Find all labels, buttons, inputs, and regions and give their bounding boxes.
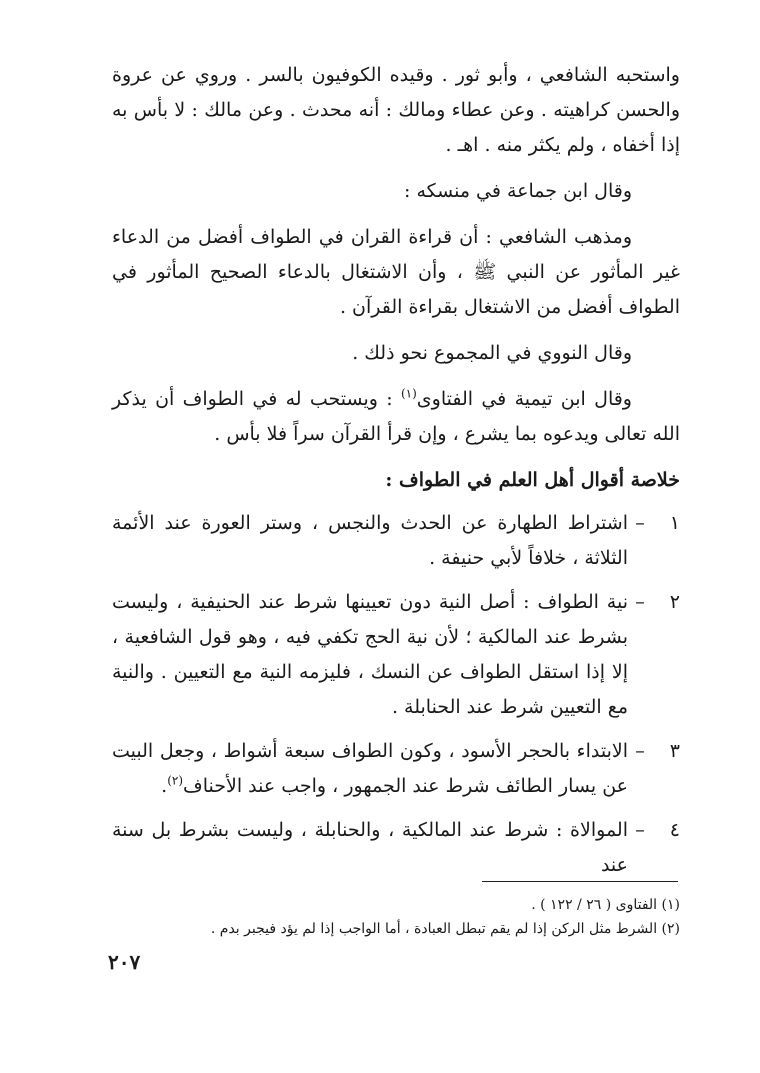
- item-dash: –: [635, 512, 645, 534]
- paragraph-5-start: وقال ابن تيمية في الفتاوى: [416, 388, 632, 410]
- list-item: [112, 585, 680, 725]
- item-number: ٢: [669, 591, 680, 613]
- item-dash: –: [635, 591, 645, 613]
- item-text: نية الطواف : أصل النية دون تعيينها شرط عند الحنيفية ، وليست بشرط عند المالكية ؛ لأن نية الحج تكفي فيه ، وهو قول الشافعية ، إلا إذا استقل الطواف عن النسك ، فليزمه النية مع التعيين . والنية مع التعيين شرط عند الحنابلة .: [112, 591, 628, 718]
- paragraph-5: [112, 382, 680, 452]
- item-text-tail: .: [161, 775, 168, 797]
- item-number: ٤: [669, 819, 680, 841]
- item-number: ٣: [669, 740, 680, 762]
- list-item: [112, 506, 680, 576]
- footnote-1: (١) الفتاوى ( ٢٦ / ١٢٢ ) .: [531, 897, 680, 913]
- footnote-mark-2: (٢): [167, 773, 184, 788]
- list-item: [112, 813, 680, 883]
- paragraph-1: واستحبه الشافعي ، وأبو ثور . وقيده الكوفيون بالسر . وروي عن عروة والحسن كراهيته . وعن عطاء ومالك : أنه محدث . وعن مالك : لا بأس به إذا أخفاه ، ولم يكثر منه . اهـ .: [112, 64, 680, 156]
- item-text-wrapper: [112, 734, 628, 804]
- item-text: الموالاة : شرط عند المالكية ، والحنابلة ، وليست بشرط بل سنة عند: [112, 819, 628, 876]
- page-body: [112, 58, 680, 892]
- list-item: [112, 734, 680, 804]
- paragraph-5-end: : ويستحب له في الطواف أن يذكر الله تعالى ويدعوه بما يشرع ، وإن قرأ القرآن سراً فلا بأس .: [112, 388, 680, 445]
- page-number: ٢٠٧: [108, 950, 141, 974]
- item-dash: –: [635, 819, 645, 841]
- footnote-mark-1: (١): [400, 386, 417, 401]
- paragraph-4: وقال النووي في المجموع نحو ذلك .: [352, 342, 632, 364]
- footnotes: [112, 893, 680, 941]
- paragraph-3: ومذهب الشافعي : أن قراءة القران في الطواف أفضل من الدعاء غير المأثور عن النبي ﷺ ، وأن الاشتغال بالدعاء الصحيح المأثور في الطواف أفضل من الاشتغال بقراءة القرآن .: [112, 226, 680, 318]
- section-heading: خلاصة أقوال أهل العلم في الطواف :: [385, 469, 680, 491]
- footnote-2: (٢) الشرط مثل الركن إذا لم يقم تبطل العبادة ، أما الواجب إذا لم يؤد فيجبر بدم .: [210, 921, 680, 937]
- paragraph-2: وقال ابن جماعة في منسكه :: [404, 180, 632, 202]
- item-dash: –: [635, 740, 645, 762]
- item-text: اشتراط الطهارة عن الحدث والنجس ، وستر العورة عند الأئمة الثلاثة ، خلافاً لأبي حنيفة .: [112, 512, 628, 569]
- item-text: الابتداء بالحجر الأسود ، وكون الطواف سبعة أشواط ، وجعل البيت عن يسار الطائف شرط عند الجمهور ، واجب عند الأحناف: [112, 740, 628, 797]
- footnote-divider: [482, 881, 678, 882]
- item-number: ١: [669, 512, 680, 534]
